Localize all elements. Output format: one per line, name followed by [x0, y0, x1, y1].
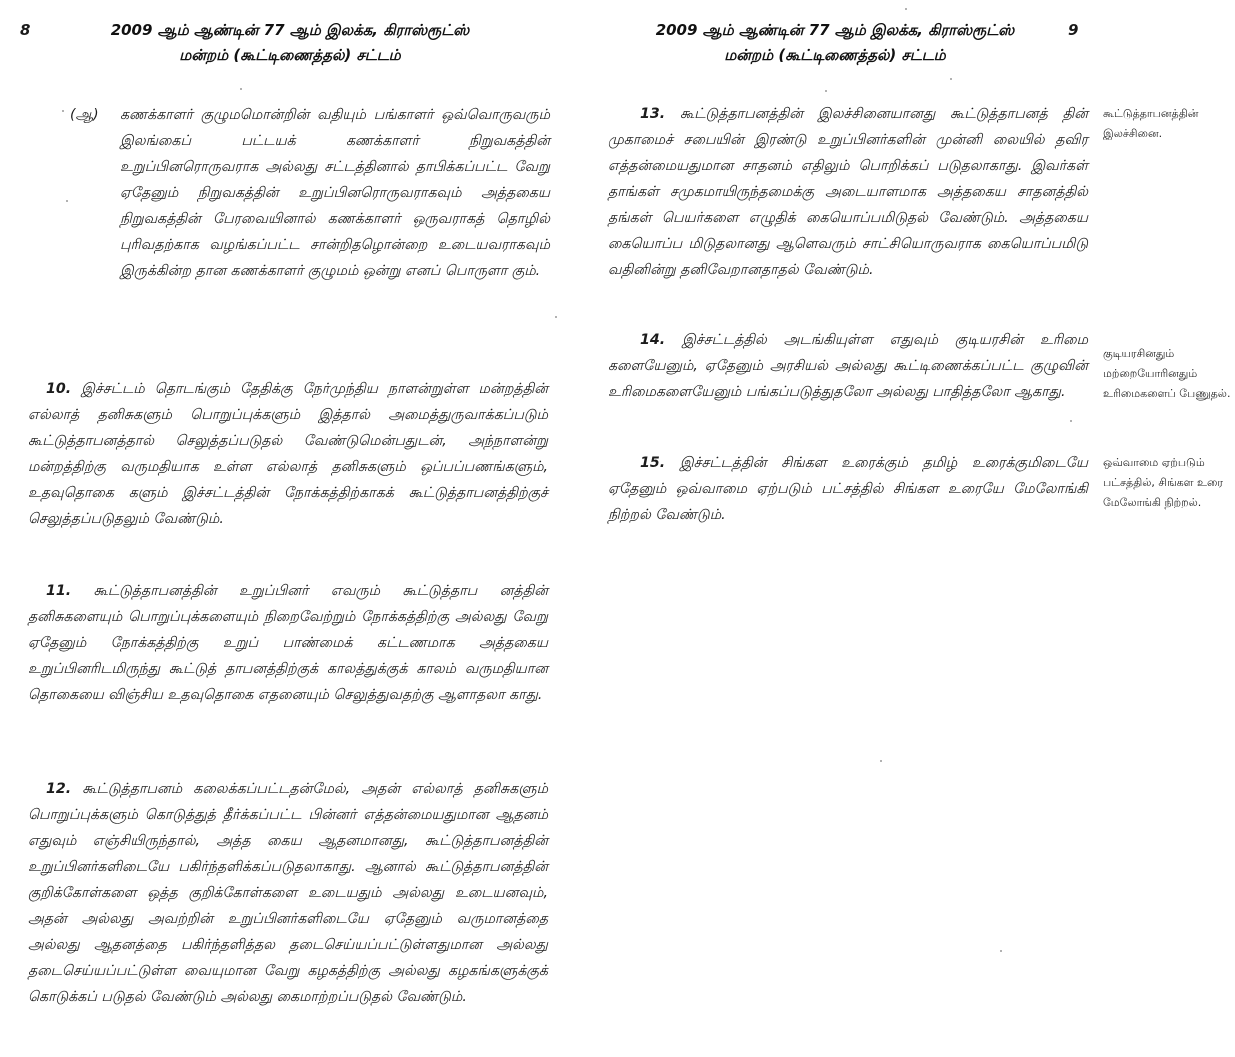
scan-speck — [905, 8, 907, 10]
header-line-2: மன்றம் (கூட்டிணைத்தல்) சட்டம் — [724, 46, 946, 64]
section-number: 15. — [640, 455, 666, 471]
clause-label: (ஆ) — [70, 107, 99, 123]
section-12 — [28, 776, 548, 1010]
section-text: கூட்டுத்தாபனத்தின் இலச்சினையானது கூட்டுத்தாபனத் தின் முகாமைச் சபையின் இரண்டு உறுப்பினர்களின் முன்னி லையில் தவிர எத்தன்மையதுமான சாதனம் எதிலும் பொறிக்கப் படுதலாகாது. இவர்கள் தாங்கள் சமுகமாயிருந்தமைக்கு அடையாளமாக அத்தகைய சாதனத்தில் தங்கள் பெயர்களை எழுதிக் கையொப்பமிடுதல் வேண்டும். அத்தகைய கையொப்ப மிடுதலானது ஆளெவரும் சாட்சியொருவராக கையொப்பமிடு வதினின்று தனிவேறானதாதல் வேண்டும். — [608, 106, 1089, 278]
section-text: இச்சட்டத்தில் அடங்கியுள்ள எதுவும் குடியரசின் உரிமை களையேனும், ஏதேனும் அரசியல் அல்லது கூட்டிணைக்கப்பட்ட குழுவின் உரிமைகளையேனும் பங்கப்படுத்துதலோ அல்லது பாதித்தலோ ஆகாது. — [608, 332, 1088, 400]
section-11 — [28, 578, 548, 708]
header-line-1: 2009 ஆம் ஆண்டின் 77 ஆம் இலக்க, கிராஸ்ரூட்ஸ் — [655, 21, 1015, 39]
scan-speck — [825, 90, 827, 92]
running-header — [615, 18, 1055, 68]
running-header — [80, 18, 500, 68]
left-page — [0, 0, 600, 1057]
marginal-note-15: ஒவ்வாமை ஏற்படும் பட்சத்தில், சிங்கள உரை மேலோங்கி நிற்றல். — [1103, 456, 1224, 509]
header-line-1: 2009 ஆம் ஆண்டின் 77 ஆம் இலக்க, கிராஸ்ரூட்ஸ் — [110, 21, 470, 39]
scan-speck — [240, 88, 242, 90]
scan-speck — [62, 110, 64, 112]
page-number: 9 — [1068, 21, 1079, 39]
section-text: இச்சட்டம் தொடங்கும் தேதிக்கு நேர்முந்திய நாளன்றுள்ள மன்றத்தின் எல்லாத் தனிசுகளும் பொறுப்புக்களும் இத்தால் அமைத்துருவாக்கப்படும் கூட்டுத்தாபனத்தால் செலுத்தப்படுதல் வேண்டுமென்பதுடன், அந்நாளன்று மன்றத்திற்கு வருமதியாக உள்ள எல்லாத் தனிசுகளும் ஒப்பப்பணங்களும், உதவுதொகை களும் இச்சட்டத்தின் நோக்கத்திற்காகக் கூட்டுத்தாபனத்திற்குச் செலுத்தப்படுதலும் வேண்டும். — [28, 381, 548, 527]
section-text: கூட்டுத்தாபனம் கலைக்கப்பட்டதன்மேல், அதன் எல்லாத் தனிசுகளும் பொறுப்புக்களும் கொடுத்துத் தீர்க்கப்பட்ட பின்னர் எத்தன்மையதுமான ஆதனம் எதுவும் எஞ்சியிருந்தால், அத்த கைய ஆதனமானது, கூட்டுத்தாபனத்தின் உறுப்பினர்களிடையே பகிர்ந்தளிக்கப்படுதலாகாது. ஆனால் கூட்டுத்தாபனத்தின் குறிக்கோள்களை ஒத்த குறிக்கோள்களை உடையதும் அல்லது உடையனவும், அதன் அல்லது அவற்றின் உறுப்பினர்களிடையே ஏதேனும் வருமானத்தை அல்லது ஆதனத்தை பகிர்ந்தளித்தல தடைசெய்யப்பட்டுள்ளதுமான அல்லது தடைசெய்யப்பட்டுள்ள வையுமான வேறு கழகத்திற்கு அல்லது கழகங்களுக்குக் கொடுக்கப் படுதல் வேண்டும் அல்லது கைமாற்றப்படுதல் வேண்டும். — [28, 781, 548, 1005]
section-text: இச்சட்டத்தின் சிங்கள உரைக்கும் தமிழ் உரைக்குமிடையே ஏதேனும் ஒவ்வாமை ஏற்படும் பட்சத்தில் சிங்கள உரையே மேலோங்கி நிற்றல் வேண்டும். — [608, 455, 1088, 523]
section-number: 12. — [46, 781, 72, 797]
marginal-note-13: கூட்டுத்தாபனத்தின் இலச்சினை. — [1103, 107, 1199, 140]
clause-text: கணக்காளர் குழுமமொன்றின் வதியும் பங்காளர் ஒவ்வொருவரும் இலங்கைப் பட்டயக் கணக்காளர் நிறுவகத்தின் உறுப்பினரொருவராக அல்லது சட்டத்தினால் தாபிக்கப்பட்ட வேறு ஏதேனும் நிறுவகத்தின் உறுப்பினரொருவராகவும் அத்தகைய நிறுவகத்தின் பேரவையினால் கணக்காளர் ஒருவராகத் தொழில் புரிவதற்காக வழங்கப்பட்ட சான்றிதழொன்றை உடையவராகவும் இருக்கின்ற தான கணக்காளர் குழுமம் ஒன்று எனப் பொருளா கும். — [120, 107, 550, 279]
section-number: 13. — [640, 106, 666, 122]
section-13 — [608, 101, 1088, 283]
page-number: 8 — [20, 21, 31, 39]
clause-a — [70, 102, 550, 284]
scan-speck — [880, 760, 882, 762]
section-10 — [28, 376, 548, 532]
scan-speck — [555, 316, 557, 318]
scan-speck — [66, 200, 68, 202]
section-15 — [608, 450, 1088, 528]
section-number: 14. — [640, 332, 666, 348]
section-text: கூட்டுத்தாபனத்தின் உறுப்பினர் எவரும் கூட்டுத்தாப னத்தின் தனிசுகளையும் பொறுப்புக்களையும் நிறைவேற்றும் நோக்கத்திற்கு அல்லது வேறு ஏதேனும் நோக்கத்திற்கு உறுப் பாண்மைக் கட்டணமாக அத்தகைய உறுப்பினரிடமிருந்து கூட்டுத் தாபனத்திற்குக் காலத்துக்குக் காலம் வருமதியான தொகையை விஞ்சிய உதவுதொகை எதனையும் செலுத்துவதற்கு ஆளாதலா காது. — [28, 583, 548, 703]
scan-speck — [1070, 420, 1072, 422]
marginal-note-14: குடியரசினதும் மற்றையோரினதும் உரிமைகளைப் பேணுதல். — [1103, 347, 1231, 400]
scan-speck — [1000, 950, 1002, 952]
section-number: 10. — [46, 381, 72, 397]
header-line-2: மன்றம் (கூட்டிணைத்தல்) சட்டம் — [179, 46, 401, 64]
section-14 — [608, 327, 1088, 405]
section-number: 11. — [46, 583, 72, 599]
right-page — [600, 0, 1235, 1057]
scan-speck — [950, 78, 952, 80]
